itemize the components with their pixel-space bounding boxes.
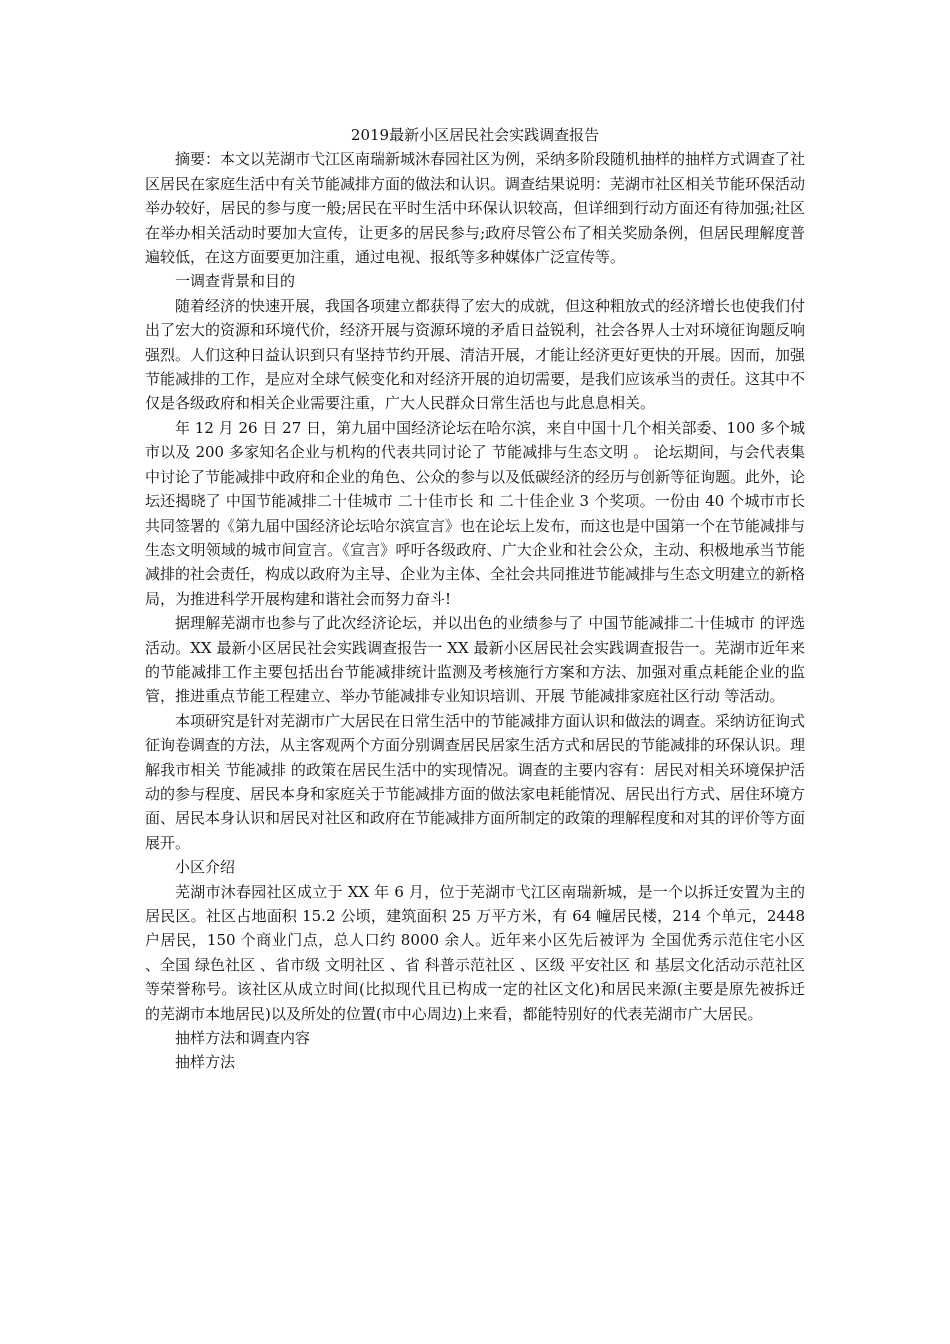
abstract-paragraph: 摘要：本文以芜湖市弋江区南瑞新城沐春园社区为例，采纳多阶段随机抽样的抽样方式调查了社区居民在家庭生活中有关节能减排方面的做法和认识。调查结果说明：芜湖市社区相关节能环保活动举办较好，居民的参与度一般;居民在平时生活中环保认识较高，但详细到行动方面还有待加强;社区在举办相关活动时要加大宣传，让更多的居民参与;政府尽管公布了相关奖励条例，但居民理解度普遍较低，在这方面要更加注重，通过电视、报纸等多种媒体广泛宣传等。 (145, 150, 806, 267)
section-heading-background: 一调查背景和目的 (175, 272, 296, 291)
document-page (145, 123, 805, 1075)
body-paragraph: 年 12 月 26 日 27 日，第九届中国经济论坛在哈尔滨，来自中国十几个相关部委、100 多个城市以及 200 多家知名企业与机构的代表共同讨论了 节能减排与生态文明 。 论坛期间，与会代表集中讨论了节能减排中政府和企业的角色、公众的参与以及低碳经济的经历与创新等征询题。此外，论坛还揭晓了 中国节能减排二十佳城市 二十佳市长 和 二十佳企业 3 个奖项。一份由 40 个城市市长共同签署的《第九届中国经济论坛哈尔滨宣言》也在论坛上发布，而这也是中国第一个在节能减排与生态文明领域的城市间宣言。《宣言》呼吁各级政府、广大企业和社会公众，主动、积极地承当节能减排的社会责任，构成以政府为主导、企业为主体、全社会共同推进节能减排与生态文明建立的新格局，为推进科学开展构建和谐社会而努力奋斗! (145, 418, 806, 608)
body-paragraph: 随着经济的快速开展，我国各项建立都获得了宏大的成就，但这种粗放式的经济增长也使我们付出了宏大的资源和环境代价，经济开展与资源环境的矛盾日益锐利，社会各界人士对环境征询题反响强烈。人们这种日益认识到只有坚持节约开展、清洁开展，才能让经济更好更快的开展。因而，加强节能减排的工作，是应对全球气候变化和对经济开展的迫切需要，是我们应该承当的责任。这其中不仅是各级政府和相关企业需要注重，广大人民群众日常生活也与此息息相关。 (145, 296, 806, 413)
body-paragraph: 芜湖市沐春园社区成立于 XX 年 6 月，位于芜湖市弋江区南瑞新城，是一个以拆迁安置为主的居民区。社区占地面积 15.2 公顷，建筑面积 25 万平方米，有 64 幢居民楼，214 个单元，2448 户居民，150 个商业门点，总人口约 8000 余人。近年来小区先后被评为 全国优秀示范住宅小区 、全国 绿色社区 、省市级 文明社区 、省 科普示范社区 、区级 平安社区 和 基层文化活动示范社区 等荣誉称号。该社区从成立时间(比拟现代且已构成一定的社区文化)和居民来源(主要是原先被拆迁的芜湖市本地居民)以及所处的位置(市中心周边)上来看，都能特别好的代表芜湖市广大居民。 (145, 882, 805, 1023)
section-heading-community: 小区介绍 (175, 858, 236, 877)
subsection-heading-sampling-method: 抽样方法 (175, 1053, 236, 1072)
document-title: 2019最新小区居民社会实践调查报告 (350, 126, 600, 144)
body-paragraph: 据理解芜湖市也参与了此次经济论坛，并以出色的业绩参与了 中国节能减排二十佳城市 的评选活动。XX 最新小区居民社会实践调查报告一 XX 最新小区居民社会实践调查报告一。芜湖市近年来的节能减排工作主要包括出台节能减排统计监测及考核施行方案和方法、加强对重点耗能企业的监管，推进重点节能工程建立、举办节能减排专业知识培训、开展 节能减排家庭社区行动 等活动。 (145, 614, 805, 706)
section-heading-sampling: 抽样方法和调查内容 (175, 1029, 311, 1048)
body-paragraph: 本项研究是针对芜湖市广大居民在日常生活中的节能减排方面认识和做法的调查。采纳访征询式征询卷调查的方法，从主客观两个方面分别调查居民居家生活方式和居民的节能减排的环保认识。理解我市相关 节能减排 的政策在居民生活中的实现情况。调查的主要内容有：居民对相关环境保护活动的参与程度、居民本身和家庭关于节能减排方面的做法家电耗能情况、居民出行方式、居住环境方面、居民本身认识和居民对社区和政府在节能减排方面所制定的政策的理解程度和对其的评价等方面展开。 (145, 711, 806, 852)
